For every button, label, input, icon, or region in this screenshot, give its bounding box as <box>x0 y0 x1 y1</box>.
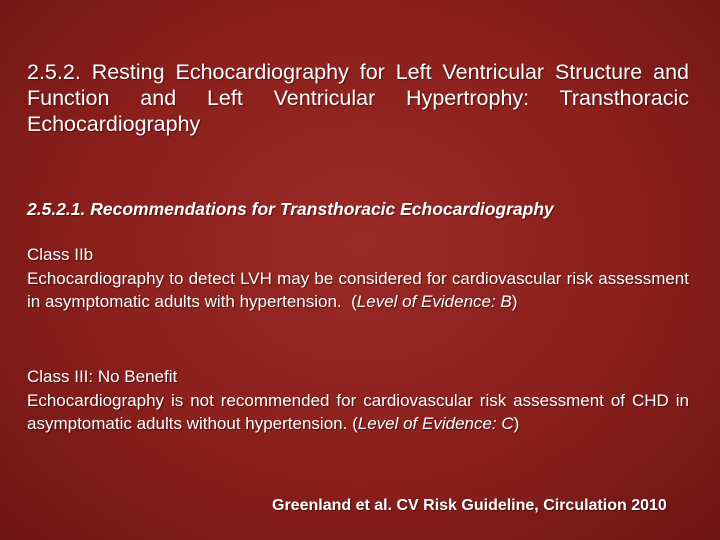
recommendation-text: Echocardiography is not recommended for cardiovascular risk assessment of CHD in asymptomatic adults without hypertension. <box>27 390 689 433</box>
level-of-evidence: Level of Evidence: C <box>357 414 514 433</box>
loe-close: ) <box>513 414 520 433</box>
class-label: Class III: No Benefit <box>27 367 178 386</box>
loe-open: ( <box>352 414 358 433</box>
citation: Greenland et al. CV Risk Guideline, Circulation 2010 <box>272 497 667 514</box>
loe-open: ( <box>351 292 357 311</box>
level-of-evidence: Level of Evidence: B <box>356 292 512 311</box>
slide-title: 2.5.2. Resting Echocardiography for Left Ventricular Structure and Function and Left Ventricular Hypertrophy: Transthoracic Echocardiography <box>27 60 689 136</box>
recommendation-class-iib <box>27 243 689 314</box>
recommendation-text: Echocardiography to detect LVH may be considered for cardiovascular risk assessment in asymptomatic adults with hypertension. <box>27 268 689 311</box>
recommendation-class-iii <box>27 365 689 436</box>
class-label: Class IIb <box>27 245 94 264</box>
section-subtitle: 2.5.2.1. Recommendations for Transthoracic Echocardiography <box>27 199 554 219</box>
loe-close: ) <box>511 292 518 311</box>
